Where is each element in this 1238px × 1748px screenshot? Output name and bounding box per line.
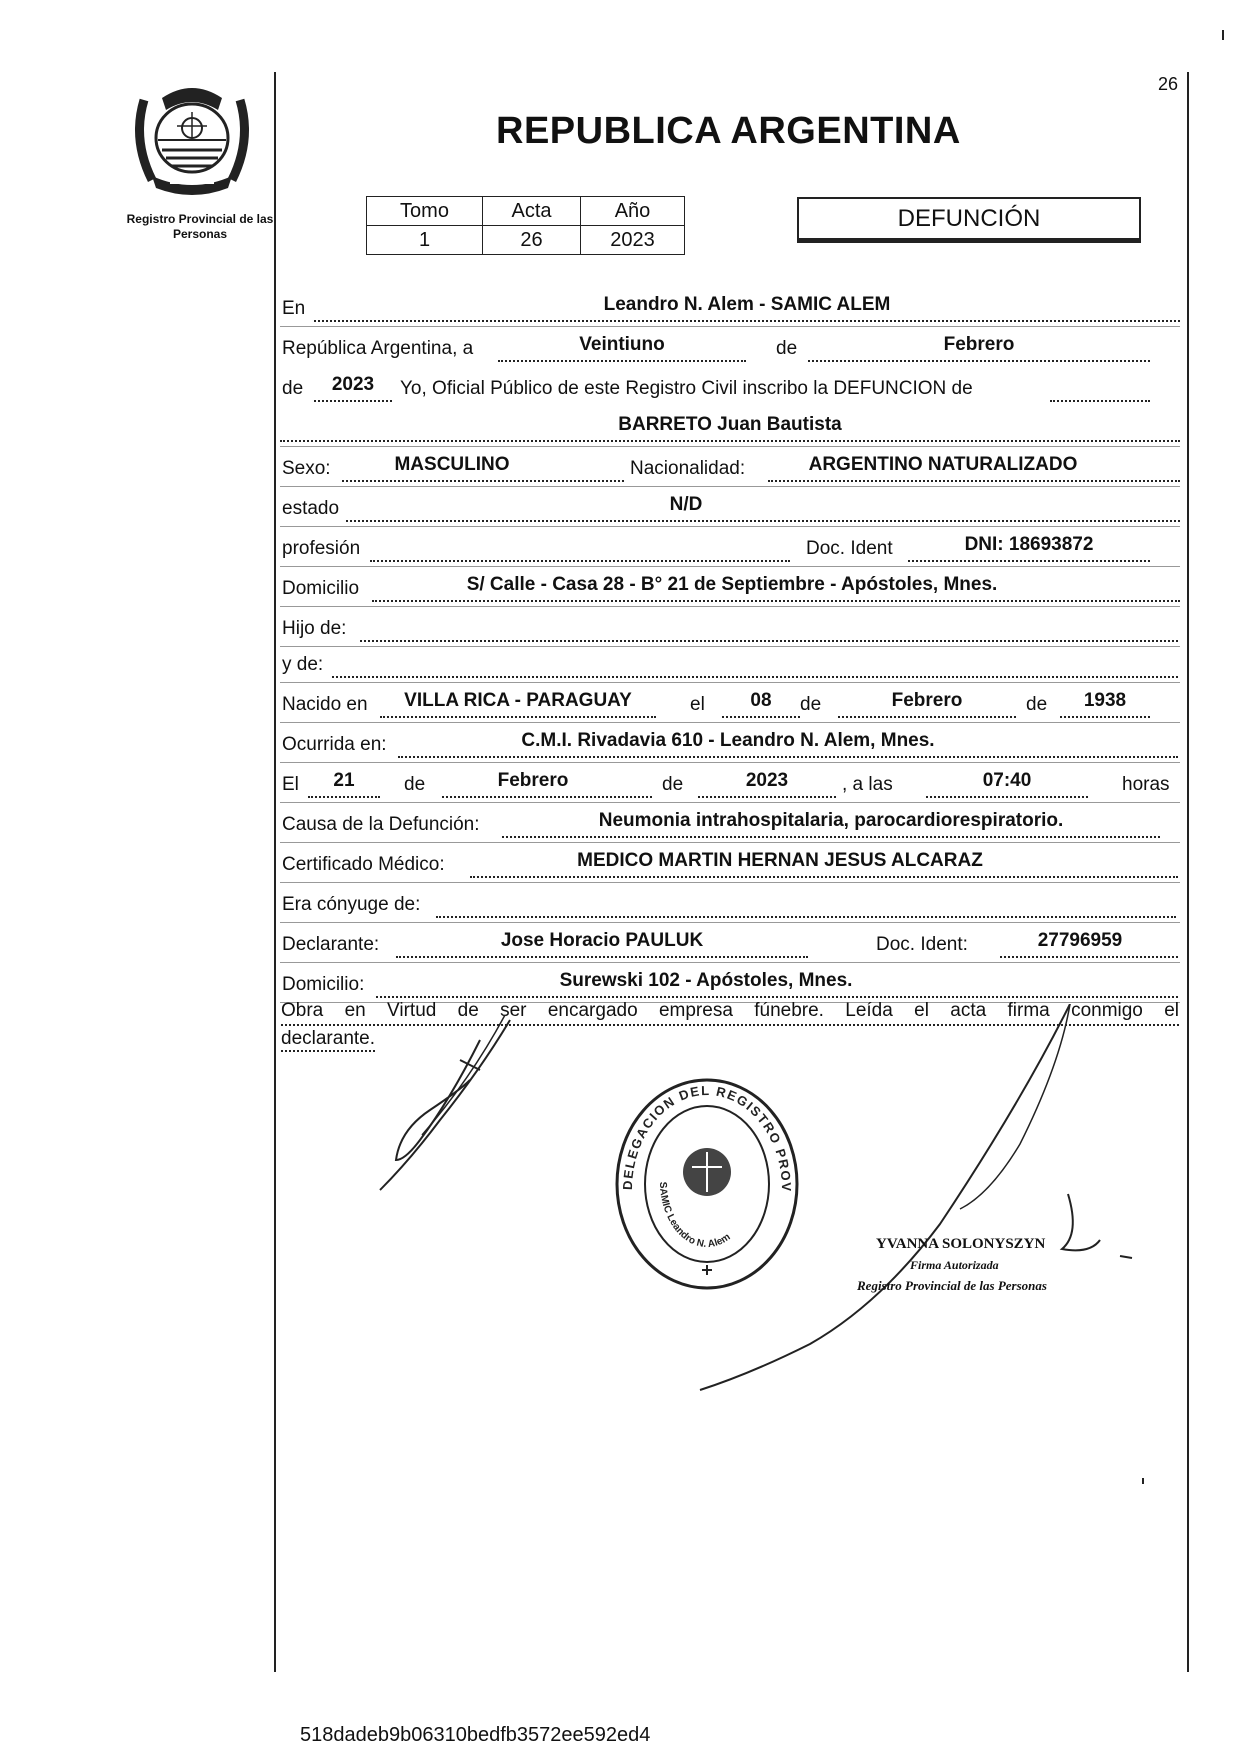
doc-label: Doc. Ident <box>806 538 893 559</box>
declarante-label: Declarante: <box>282 934 380 955</box>
provincial-emblem <box>122 80 262 198</box>
official-trail-field <box>1050 374 1150 402</box>
obra-text-2: declarante. <box>281 1028 375 1052</box>
declarante-doc-label: Doc. Ident: <box>876 934 968 955</box>
causa-value: Neumonia intrahospitalaria, parocardiorespiratorio. <box>598 810 1064 831</box>
row-divider <box>280 326 1180 327</box>
de-birth-month-label: de <box>800 694 822 715</box>
signatory-role: Firma Autorizada <box>910 1258 999 1272</box>
row-declarante <box>280 926 1180 962</box>
tomo-header: Tomo <box>367 197 483 226</box>
de-death-month-label: de <box>404 774 426 795</box>
deceased-name: BARRETO Juan Bautista <box>618 414 842 435</box>
nacido-label: Nacido en <box>282 694 368 715</box>
row-ocurrida <box>280 726 1180 762</box>
signatory-office: Registro Provincial de las Personas <box>857 1278 1047 1293</box>
row-deceased <box>280 410 1180 446</box>
anio-value: 2023 <box>581 226 685 255</box>
de-birth-year-label: de <box>1026 694 1048 715</box>
birth-year-value: 1938 <box>1083 690 1127 711</box>
nacido-value: VILLA RICA - PARAGUAY <box>404 690 632 711</box>
seal-inner-text: SAMIC Leandro N. Alem <box>656 1181 733 1251</box>
record-type-box: DEFUNCIÓN <box>797 197 1141 243</box>
row-oficial <box>280 370 1180 406</box>
ocurrida-label: Ocurrida en: <box>282 734 387 755</box>
en-value: Leandro N. Alem - SAMIC ALEM <box>603 294 891 315</box>
obra-text: Obra en Virtud de ser encargado empresa fúnebre. Leída el acta firma conmigo el <box>281 1000 1179 1026</box>
row-divider <box>280 526 1180 527</box>
row-y-de <box>280 646 1180 682</box>
a-las-label: , a las <box>842 774 893 795</box>
row-causa <box>280 806 1180 842</box>
hijo-label: Hijo de: <box>282 618 347 639</box>
row-divider <box>280 762 1180 763</box>
sexo-label: Sexo: <box>282 458 331 479</box>
birth-day-value: 08 <box>750 690 772 711</box>
y-de-label: y de: <box>282 654 324 675</box>
certificado-value: MEDICO MARTIN HERNAN JESUS ALCARAZ <box>577 850 983 871</box>
anio-header: Año <box>581 197 685 226</box>
row-fecha <box>280 330 1180 366</box>
decl-domicilio-value: Surewski 102 - Apóstoles, Mnes. <box>559 970 853 991</box>
registry-caption: Registro Provincial de las Personas <box>126 212 274 241</box>
nacionalidad-label: Nacionalidad: <box>630 458 746 479</box>
signatory-name: YVANNA SOLONYSZYN <box>876 1236 1046 1252</box>
row-divider <box>280 682 1180 683</box>
year-value: 2023 <box>331 374 375 395</box>
en-label: En <box>282 298 306 319</box>
death-time-value: 07:40 <box>982 770 1032 791</box>
profesion-label: profesión <box>282 538 361 559</box>
row-estado <box>280 490 1180 526</box>
death-month-value: Febrero <box>497 770 569 791</box>
de-death-year-label: de <box>662 774 684 795</box>
left-margin-line <box>274 72 276 1672</box>
horas-label: horas <box>1122 774 1170 795</box>
right-margin-line <box>1187 72 1189 1672</box>
row-domicilio <box>280 570 1180 606</box>
row-decl-domicilio <box>280 966 1180 1002</box>
certificado-label: Certificado Médico: <box>282 854 445 875</box>
official-text: Yo, Oficial Público de este Registro Civil inscribo la DEFUNCION de <box>400 378 973 399</box>
death-year-value: 2023 <box>745 770 789 791</box>
estado-label: estado <box>282 498 340 519</box>
row-divider <box>280 962 1180 963</box>
row-divider <box>280 882 1180 883</box>
row-sexo <box>280 450 1180 486</box>
row-profesion <box>280 530 1180 566</box>
republica-label: República Argentina, a <box>282 338 474 359</box>
tomo-value: 1 <box>367 226 483 255</box>
acta-value: 26 <box>483 226 581 255</box>
sexo-value: MASCULINO <box>394 454 510 475</box>
row-hijo <box>280 610 1180 646</box>
el-label: el <box>690 694 705 715</box>
registry-seal <box>612 1072 802 1292</box>
domicilio-value: S/ Calle - Casa 28 - B° 21 de Septiembre - Apóstoles, Mnes. <box>466 574 998 595</box>
row-divider <box>280 486 1180 487</box>
declarante-value: Jose Horacio PAULUK <box>500 930 704 951</box>
ocurrida-value: C.M.I. Rivadavia 610 - Leandro N. Alem, Mnes. <box>521 730 935 751</box>
row-divider <box>280 446 1180 447</box>
stray-mark <box>1142 1478 1144 1484</box>
birth-month-value: Febrero <box>891 690 963 711</box>
domicilio-label: Domicilio <box>282 578 360 599</box>
conyuge-label: Era cónyuge de: <box>282 894 421 915</box>
acta-header: Acta <box>483 197 581 226</box>
row-divider <box>280 802 1180 803</box>
month-value: Febrero <box>943 334 1015 355</box>
page-number: 26 <box>1158 74 1179 94</box>
declarante-doc-value: 27796959 <box>1037 930 1123 951</box>
causa-label: Causa de la Defunción: <box>282 814 480 835</box>
death-day-value: 21 <box>333 770 355 791</box>
row-divider <box>280 606 1180 607</box>
row-divider <box>280 722 1180 723</box>
row-certificado <box>280 846 1180 882</box>
row-conyuge <box>280 886 1180 922</box>
seal-outer-text: DELEGACION DEL REGISTRO PROV <box>619 1082 795 1193</box>
edge-mark <box>1222 30 1224 40</box>
doc-value: DNI: 18693872 <box>964 534 1094 555</box>
document-hash: 518dadeb9b06310bedfb3572ee592ed4 <box>300 1724 651 1746</box>
row-fecha-defuncion <box>280 766 1180 802</box>
row-en <box>280 290 1180 326</box>
page-title: REPUBLICA ARGENTINA <box>496 110 961 152</box>
decl-domicilio-label: Domicilio: <box>282 974 365 995</box>
nacionalidad-value: ARGENTINO NATURALIZADO <box>808 454 1078 475</box>
row-divider <box>280 922 1180 923</box>
el-cap-label: El <box>282 774 299 795</box>
conyuge-field <box>436 890 1176 918</box>
row-nacido <box>280 686 1180 722</box>
row-divider <box>280 566 1180 567</box>
row-divider <box>280 842 1180 843</box>
de-year-label: de <box>282 378 304 399</box>
de-label: de <box>776 338 798 359</box>
estado-value: N/D <box>669 494 703 515</box>
hijo-field <box>360 614 1178 642</box>
day-words-value: Veintiuno <box>579 334 665 355</box>
y-de-field <box>332 650 1178 678</box>
record-reference-table <box>366 196 685 255</box>
profesion-field <box>370 534 790 562</box>
declarante-signature <box>360 1010 520 1200</box>
